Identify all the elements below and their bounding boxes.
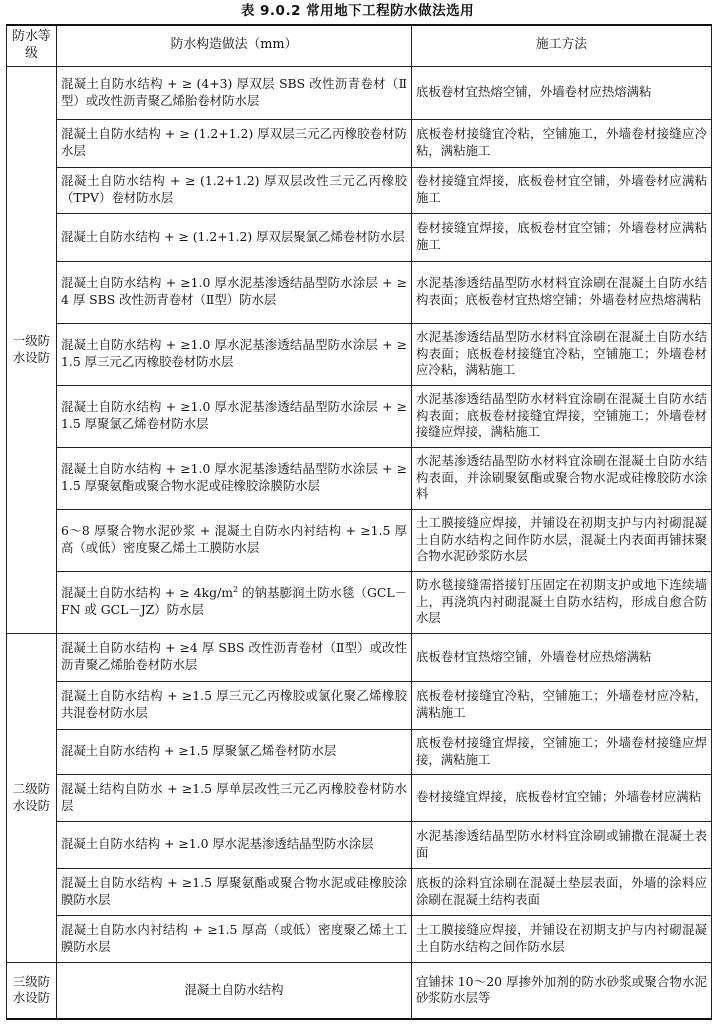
method-cell: 宜铺抹 10～20 厚掺外加剂的防水砂浆或聚合物水泥砂浆防水层等 <box>412 962 712 1019</box>
header-level: 防水等级 <box>7 25 57 66</box>
method-cell: 底板卷材接缝宜焊接，空铺施工；外墙卷材接缝应焊接，满粘施工 <box>412 729 712 774</box>
construction-cell: 混凝土自防水结构 + ≥1.0 厚水泥基渗透结晶型防水涂层 + ≥4 厚 SBS 改性沥青卷材（Ⅱ型）防水层 <box>57 261 412 323</box>
table-row <box>7 571 712 633</box>
table-row <box>7 962 712 1019</box>
construction-cell: 6～8 厚聚合物水泥砂浆 + 混凝土自防水内衬结构 + ≥1.5 厚高（或低）密度聚乙烯土工膜防水层 <box>57 509 412 571</box>
construction-cell: 混凝土结构自防水 + ≥1.5 厚单层改性三元乙丙橡胶卷材防水层 <box>57 774 412 821</box>
construction-cell: 混凝土自防水内衬结构 + ≥1.5 厚高（或低）密度聚乙烯土工膜防水层 <box>57 915 412 962</box>
method-cell: 卷材接缝宜焊接，底板卷材宜空铺；外墙卷材应满粘施工 <box>412 213 712 261</box>
header-method: 施工方法 <box>412 25 712 66</box>
level-cell-1: 一级防水设防 <box>7 66 57 633</box>
table-row <box>7 681 712 729</box>
construction-cell: 混凝土自防水结构 + ≥1.5 厚聚氯乙烯卷材防水层 <box>57 729 412 774</box>
level-cell-2: 二级防水设防 <box>7 633 57 962</box>
construction-cell: 混凝土自防水结构 + ≥1.5 厚三元乙丙橡胶或氯化聚乙烯橡胶共混卷材防水层 <box>57 681 412 729</box>
level-cell-3: 三级防水设防 <box>7 962 57 1019</box>
construction-cell: 混凝土自防水结构 + ≥1.0 厚水泥基渗透结晶型防水涂层 <box>57 821 412 868</box>
header-construction: 防水构造做法（mm） <box>57 25 412 66</box>
table-row <box>7 729 712 774</box>
method-cell: 水泥基渗透结晶型防水材料宜涂刷在混凝土自防水结构表面；底板卷材宜热熔空铺；外墙卷材应热熔满粘 <box>412 261 712 323</box>
construction-cell: 混凝土自防水结构 <box>57 962 412 1019</box>
table-row <box>7 323 712 385</box>
table-caption: 表 9.0.2 常用地下工程防水做法选用 <box>240 3 475 19</box>
table-row <box>7 66 712 119</box>
method-cell: 底板的涂料宜涂刷在混凝土垫层表面，外墙的涂料应涂刷在混凝土结构表面 <box>412 868 712 915</box>
construction-cell: 混凝土自防水结构 + ≥1.0 厚水泥基渗透结晶型防水涂层 + ≥1.5 厚聚氨酯或聚合物水泥或硅橡胶涂膜防水层 <box>57 447 412 509</box>
method-cell: 卷材接缝宜焊接，底板卷材宜空铺，外墙卷材应满粘施工 <box>412 167 712 213</box>
construction-cell: 混凝土自防水结构 + ≥ $4kg/m^2$ 的钠基膨润土防水毯（GCL－FN 或 GCL－JZ）防水层 <box>57 571 412 633</box>
construction-cell: 混凝土自防水结构 + ≥4 厚 SBS 改性沥青卷材（Ⅱ型）或改性沥青聚乙烯胎卷材防水层 <box>57 633 412 681</box>
method-cell: 底板卷材宜热熔空铺，外墙卷材应热熔满粘 <box>412 633 712 681</box>
table-row <box>7 821 712 868</box>
method-cell: 底板卷材接缝宜冷粘，空铺施工；外墙卷材应冷粘，满粘施工 <box>412 681 712 729</box>
table-row <box>7 915 712 962</box>
table-row <box>7 385 712 447</box>
construction-cell: 混凝土自防水结构 + ≥ (1.2+1.2) 厚双层聚氯乙烯卷材防水层 <box>57 213 412 261</box>
table-row <box>7 509 712 571</box>
table-row <box>7 167 712 213</box>
table-row <box>7 774 712 821</box>
method-cell: 底板卷材宜热熔空铺，外墙卷材应热熔满粘 <box>412 66 712 119</box>
waterproofing-table <box>6 24 712 1020</box>
construction-cell: 混凝土自防水结构 + ≥1.0 厚水泥基渗透结晶型防水涂层 + ≥1.5 厚三元乙丙橡胶卷材防水层 <box>57 323 412 385</box>
table-row <box>7 868 712 915</box>
table-row <box>7 633 712 681</box>
method-cell: 水泥基渗透结晶型防水材料宜涂刷在混凝土自防水结构表面；底板卷材接缝宜冷粘，空铺施工；外墙卷材应冷粘，满粘施工 <box>412 323 712 385</box>
table-row <box>7 447 712 509</box>
method-cell: 卷材接缝宜焊接，底板卷材宜空铺；外墙卷材应满粘 <box>412 774 712 821</box>
method-cell: 底板卷材接缝宜冷粘，空铺施工，外墙卷材接缝应冷粘，满粘施工 <box>412 119 712 167</box>
method-cell: 土工膜接缝应焊接，并铺设在初期支护与内衬砌混凝土自防水结构之间作防水层 <box>412 915 712 962</box>
table-row <box>7 119 712 167</box>
table-row <box>7 261 712 323</box>
method-cell: 水泥基渗透结晶型防水材料宜涂刷或铺撒在混凝土表面 <box>412 821 712 868</box>
table-header-row <box>7 25 712 66</box>
method-cell: 土工膜接缝应焊接，并铺设在初期支护与内衬砌混凝土自防水结构之间作防水层，混凝土内表面再铺抹聚合物水泥砂浆防水层 <box>412 509 712 571</box>
construction-cell: 混凝土自防水结构 + ≥ (1.2+1.2) 厚双层改性三元乙丙橡胶（TPV）卷材防水层 <box>57 167 412 213</box>
construction-cell: 混凝土自防水结构 + ≥1.5 厚聚氨酯或聚合物水泥或硅橡胶涂膜防水层 <box>57 868 412 915</box>
construction-cell: 混凝土自防水结构 + ≥1.0 厚水泥基渗透结晶型防水涂层 + ≥1.5 厚聚氯乙烯卷材防水层 <box>57 385 412 447</box>
table-row <box>7 213 712 261</box>
construction-cell: 混凝土自防水结构 + ≥ (1.2+1.2) 厚双层三元乙丙橡胶卷材防水层 <box>57 119 412 167</box>
method-cell: 水泥基渗透结晶型防水材料宜涂刷在混凝土自防水结构表面，并涂刷聚氨酯或聚合物水泥或硅橡胶防水涂料 <box>412 447 712 509</box>
method-cell: 防水毯接缝需搭接钉压固定在初期支护或地下连续墙上，再浇筑内衬砌混凝土自防水结构，形成自愈合防水层 <box>412 571 712 633</box>
construction-cell: 混凝土自防水结构 + ≥ (4+3) 厚双层 SBS 改性沥青卷材（Ⅱ型）或改性沥青聚乙烯胎卷材防水层 <box>57 66 412 119</box>
method-cell: 水泥基渗透结晶型防水材料宜涂刷在混凝土自防水结构表面；底板卷材接缝宜焊接，空铺施工；外墙卷材接缝应焊接，满粘施工 <box>412 385 712 447</box>
